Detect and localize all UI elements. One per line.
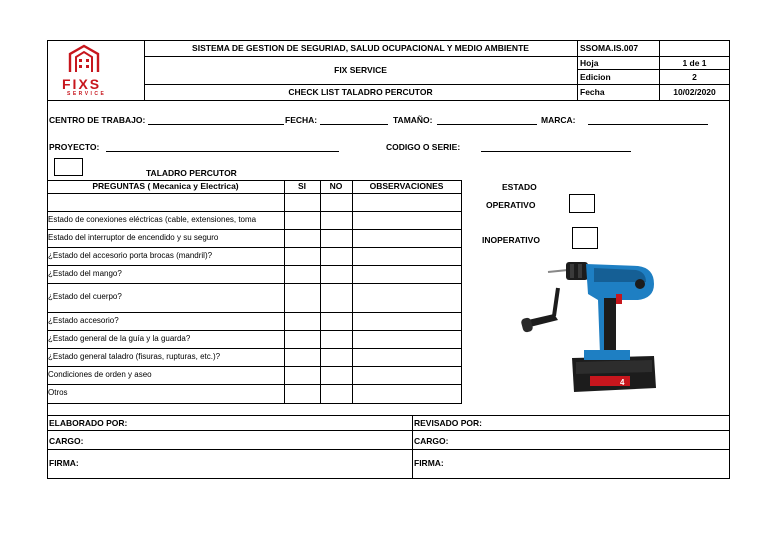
edicion-label: Edicion [580, 72, 611, 82]
battery-badge: 4 [620, 378, 625, 387]
hoja-value: 1 de 1 [682, 58, 707, 68]
col-no-header: NO [329, 181, 343, 191]
table-row-question: Estado de conexiones eléctricas (cable, extensiones, toma [48, 216, 257, 224]
table-row-question: Otros [48, 389, 68, 397]
fecha-header-label: Fecha [580, 87, 605, 97]
taladro-checkbox[interactable] [54, 158, 83, 176]
cargo-right-label: CARGO: [414, 436, 449, 446]
estado-title: ESTADO [502, 182, 537, 192]
col-si-header: SI [297, 181, 307, 191]
marca-field[interactable] [588, 124, 708, 125]
codigo-serie-label: CODIGO O SERIE: [386, 142, 461, 152]
col-preguntas-header: PREGUNTAS ( Mecanica y Electrica) [92, 181, 239, 191]
company-name: FIX SERVICE [334, 65, 387, 75]
marca-label: MARCA: [541, 115, 576, 125]
firma-right-label: FIRMA: [414, 458, 444, 468]
tamano-label: TAMAÑO: [393, 115, 433, 125]
table-row-question: ¿Estado del accesorio porta brocas (mandril)? [48, 252, 213, 260]
table-row-question: ¿Estado del cuerpo? [48, 293, 122, 301]
fecha-header-value: 10/02/2020 [673, 87, 716, 97]
fecha-field[interactable] [320, 124, 388, 125]
centro-trabajo-label: CENTRO DE TRABAJO: [49, 115, 146, 125]
logo-subtitle: SERVICE [67, 91, 107, 97]
table-row-question: ¿Estado accesorio? [48, 317, 119, 325]
proyecto-field[interactable] [106, 151, 339, 152]
logo-name: FIXS [62, 76, 102, 92]
system-title: SISTEMA DE GESTION DE SEGURIAD, SALUD OCUPACIONAL Y MEDIO AMBIENTE [192, 43, 529, 53]
fecha-label: FECHA: [285, 115, 318, 125]
tamano-field[interactable] [437, 124, 537, 125]
revisado-label: REVISADO POR: [414, 418, 483, 428]
document-code: SSOMA.IS.007 [580, 43, 639, 53]
operativo-label: OPERATIVO [486, 200, 536, 210]
table-row-question: ¿Estado del mango? [48, 270, 122, 278]
proyecto-label: PROYECTO: [49, 142, 100, 152]
elaborado-label: ELABORADO POR: [49, 418, 128, 428]
col-observaciones-header: OBSERVACIONES [369, 181, 444, 191]
table-row-question: Estado del interruptor de encendido y su seguro [48, 234, 219, 242]
table-row-question: ¿Estado general taladro (fisuras, rupturas, etc.)? [48, 353, 221, 361]
hammer-drill-image [508, 254, 668, 402]
table-row-question: ¿Estado general de la guía y la guarda? [48, 335, 191, 343]
inoperativo-label: INOPERATIVO [482, 235, 540, 245]
table-row-question: Condiciones de orden y aseo [48, 371, 152, 379]
centro-trabajo-field[interactable] [148, 124, 284, 125]
hoja-label: Hoja [580, 58, 599, 68]
operativo-checkbox[interactable] [569, 194, 595, 213]
codigo-serie-field[interactable] [481, 151, 631, 152]
building-logo-icon [64, 44, 104, 74]
table-title: TALADRO PERCUTOR [146, 168, 237, 178]
inoperativo-checkbox[interactable] [572, 227, 598, 249]
edicion-value: 2 [692, 72, 697, 82]
firma-left-label: FIRMA: [49, 458, 79, 468]
document-title: CHECK LIST TALADRO PERCUTOR [288, 87, 433, 97]
cargo-left-label: CARGO: [49, 436, 84, 446]
